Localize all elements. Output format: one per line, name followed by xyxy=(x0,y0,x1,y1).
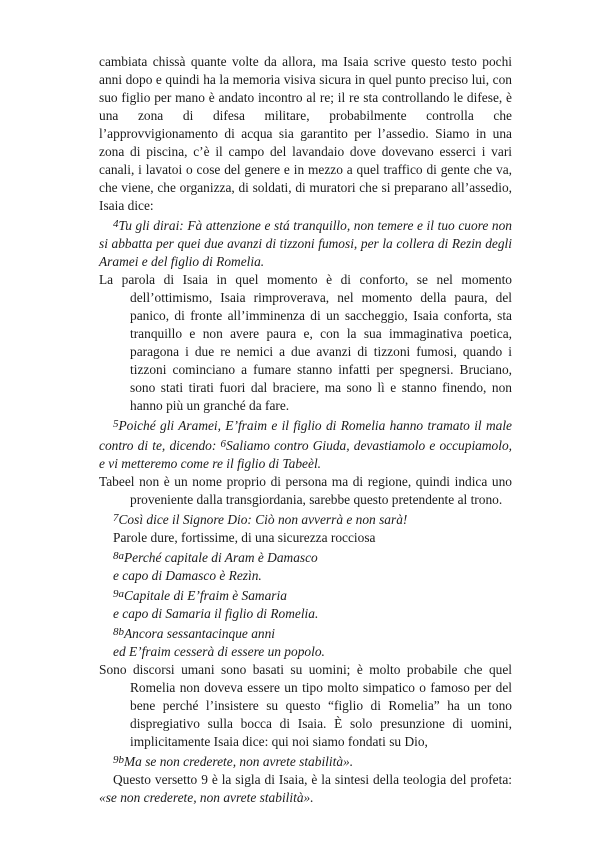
verse-number-9b: 9b xyxy=(113,754,124,766)
document-page xyxy=(99,53,512,807)
conclusion-text: Questo versetto 9 è la sigla di Isaia, è la sintesi della teologia del profeta: xyxy=(113,772,512,787)
verse-number-8b: 8b xyxy=(113,626,124,638)
verse-8a-line-2: e capo di Damasco è Rezìn. xyxy=(113,568,262,583)
verse-7-text: Così dice il Signore Dio: Ciò non avverrà e non sarà! xyxy=(118,512,408,527)
verse-number-4: 4 xyxy=(113,218,119,230)
paragraph-romelia: Sono discorsi umani sono basati su uomini; è molto probabile che quel Romelia non doveva essere un tipo molto simpatico o famoso per del bene perché l’insistere su questo “figlio di Romelia” ha un tono dispregiativo sulla bocca di Isaia. È solo presunzione di uomini, implicitamente Isaia dice: qui noi siamo fondati su Dio, xyxy=(99,662,512,749)
verse-8b-text-1: Ancora sessantacinque anni xyxy=(124,626,275,641)
verse-6-text: Saliamo contro Giuda, devastiamolo e occupiamolo, e vi metteremo come re il figlio di Tabeèl. xyxy=(99,438,512,471)
verse-8b-line-2: ed E’fraim cesserà di essere un popolo. xyxy=(113,644,325,659)
paragraph-comfort: La parola di Isaia in quel momento è di conforto, se nel momento dell’ottimismo, Isaia rimproverava, nel momento della paura, del panico, di fronte all’imminenza di un saccheggio, Isaia conforta, sta tranquillo e non avere paura e, con la sua immaginativa poetica, paragona i due re nemici a due avanzi di tizzoni fumosi, quando i tizzoni cominciano a fumare stanno infatti per spegnersi. Bruciano, sono stati tirati fuori dal braciere, ma sono lì e stanno finendo, non hanno più un granché da fare. xyxy=(99,272,512,413)
verse-9b-text: Ma se non crederete, non avrete stabilità». xyxy=(124,754,354,769)
paragraph-tabeel: Tabeel non è un nome proprio di persona ma di regione, quindi indica uno proveniente dalla transgiordania, sarebbe questo pretendente al trono. xyxy=(99,474,512,507)
verse-8b-line-1 xyxy=(99,623,512,643)
verse-number-6: 6 xyxy=(220,438,226,450)
verse-number-9a: 9a xyxy=(113,588,124,600)
verse-9a-text-1: Capitale di E’fraim è Samaria xyxy=(124,588,287,603)
verse-8a-line-1 xyxy=(99,547,512,567)
verse-5-6-quote xyxy=(99,415,512,473)
verse-number-5: 5 xyxy=(113,418,119,430)
verse-number-7: 7 xyxy=(113,512,119,524)
verse-4-quote xyxy=(99,215,512,271)
verse-9a-line-1 xyxy=(99,585,512,605)
verse-7-quote xyxy=(99,509,512,529)
verse-9a-line-2: e capo di Samaria il figlio di Romelia. xyxy=(113,606,319,621)
verse-8a-text-1: Perché capitale di Aram è Damasco xyxy=(124,550,318,565)
paragraph-hard-words: Parole dure, fortissime, di una sicurezza rocciosa xyxy=(113,530,376,545)
paragraph-intro: cambiata chissà quante volte da allora, ma Isaia scrive questo testo pochi anni dopo e quindi ha la memoria visiva sicura in quel punto preciso lui, con suo figlio per mano è andato incontro al re; il re sta controllando le difese, è una zona di difesa militare, probabilmente controlla che l’approvvigionamento di acqua sia garantito per l’assedio. Siamo in una zona di piscina, c’è il campo del lavandaio dove dovevano esserci i vari canali, i lavatoi o cose del genere e in mezzo a quel traffico di gente che va, che viene, che organizza, di soldati, di muratori che si preparano all’assedio, Isaia dice: xyxy=(99,54,512,213)
verse-number-8a: 8a xyxy=(113,550,124,562)
verse-5-text: Poiché gli Aramei, E’fraim e il figlio di Romelia hanno tramato il male contro di te, dicendo: xyxy=(99,418,512,453)
conclusion-quote: «se non crederete, non avrete stabilità». xyxy=(99,790,314,805)
verse-4-text: Tu gli dirai: Fà attenzione e stá tranquillo, non temere e il tuo cuore non si abbatta per quei due avanzi di tizzoni fumosi, per la collera di Rezin degli Aramei e del figlio di Romelia. xyxy=(99,218,512,269)
paragraph-conclusion xyxy=(99,771,512,807)
verse-9b-quote xyxy=(99,751,512,771)
